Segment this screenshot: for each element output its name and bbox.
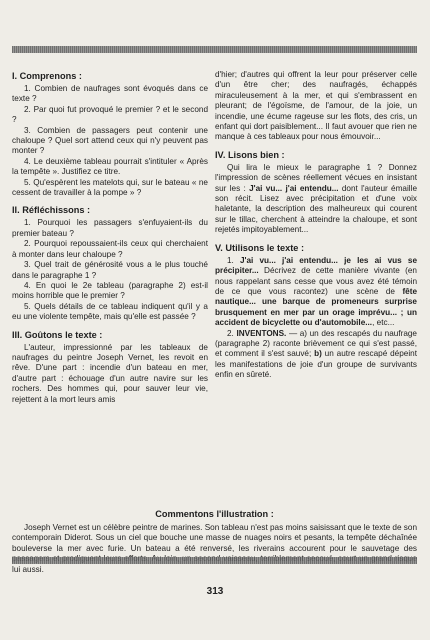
heading-comprenons: I. Comprenons : xyxy=(12,71,82,81)
section-lisons xyxy=(215,149,417,236)
heading-illustration: Commentons l'illustration : xyxy=(155,509,274,519)
item1-number: 1. xyxy=(227,255,240,265)
heading-lisons: IV. Lisons bien : xyxy=(215,149,285,160)
utilisons-item-1 xyxy=(215,256,417,329)
goutons-text-continued: d'hier; d'autres qui offrent la leur pour préserver celle d'un être cher; des naufragés, échappés miraculeusement à la mer, et qui s'embrassent en pleurant; de l'égoïsme, de l'amour, de la joie, un incendie, une écume rageuse sur les flots, des cris, un enfant qui dort paisiblement... Il faut avouer que rien ne manque à ces tableaux pour nous émouvoir... xyxy=(215,70,417,142)
heading-goutons: III. Goûtons le texte : xyxy=(12,329,103,340)
question: 5. Qu'espèrent les matelots qui, sur le bateau « ne cessent de travailler à la pompe » ? xyxy=(12,177,208,198)
lisons-text-before: Qui lira le mieux le paragraphe 1 ? Donnez l'impression de scènes réellement vécues en insistant sur les : xyxy=(215,162,417,193)
lisons-text-bold: J'ai vu... j'ai entendu... xyxy=(249,183,339,193)
question: 4. En quoi le 2e tableau (paragraphe 2) est-il moins horrible que le premier ? xyxy=(12,280,208,301)
question: 3. Combien de passagers peut contenir une chaloupe ? Quel sort attend ceux qui n'y peuvent pas monter ? xyxy=(12,125,208,156)
section-comprenons xyxy=(12,70,208,198)
item1-bold-2: fête nautique... une barque de promeneurs surprise brusquement en mer par un orage imprévu... ; un accident de bicyclette ou d'automobile... xyxy=(215,286,417,328)
item1-end: , etc... xyxy=(372,318,395,328)
item2-b: un autre rescapé dépeint les manifestations de joie d'un groupe de survivants enfin en sûreté. xyxy=(215,349,417,380)
top-decorative-bar xyxy=(12,46,417,53)
bottom-decorative-bar xyxy=(12,557,417,564)
lisons-text-after: dont l'auteur émaille son récit. Lisez avec précipitation et d'une voix haletante, la description des malheureux qui courent sur le tillac, cherchent à atteindre la chaloupe, et sont rejetés impitoyablement... xyxy=(215,183,417,235)
item1-text: Décrivez de cette manière vivante (en nous rappelant sans cesse que vous avez été témoin de ce que vous racontez) une scène de xyxy=(215,266,417,296)
item2-number: 2. xyxy=(227,328,237,338)
lisons-text xyxy=(215,163,417,236)
utilisons-item-2 xyxy=(215,329,417,381)
question: 3. Quel trait de générosité vous a le plus touché dans le paragraphe 1 ? xyxy=(12,260,208,280)
item1-bold: J'ai vu... j'ai entendu... je les ai vus se précipiter... xyxy=(215,255,417,276)
right-column xyxy=(215,70,417,387)
heading-utilisons: V. Utilisons le texte : xyxy=(215,242,305,253)
question: 4. Le deuxième tableau pourrait s'intituler « Après la tempête ». Justifiez ce titre. xyxy=(12,156,208,177)
question: 2. Pourquoi repoussaient-ils ceux qui cherchaient à monter dans leur chaloupe ? xyxy=(12,239,208,259)
section-utilisons xyxy=(215,242,417,381)
page-number: 313 xyxy=(206,586,224,597)
section-reflechissons xyxy=(12,204,208,322)
left-column xyxy=(12,70,208,411)
question: 1. Pourquoi les passagers s'enfuyaient-ils du premier bateau ? xyxy=(12,218,208,238)
question: 1. Combien de naufrages sont évoqués dans ce texte ? xyxy=(12,84,208,104)
section-goutons xyxy=(12,329,208,405)
section-goutons-continued xyxy=(215,70,417,143)
item2-b-label: b) xyxy=(314,349,322,359)
heading-reflechissons: II. Réfléchissons : xyxy=(12,205,91,216)
section-illustration xyxy=(12,508,417,575)
item2-bold: INVENTONS. xyxy=(236,328,287,338)
question: 5. Quels détails de ce tableau indiquent qu'il y a eu une violente tempête, mais qu'elle est passée ? xyxy=(12,301,208,322)
question: 2. Par quoi fut provoqué le premier ? et le second ? xyxy=(12,104,208,125)
goutons-text: L'auteur, impressionné par les tableaux de naufrages du peintre Joseph Vernet, les revoit en rêve. D'une part : incendie d'un bateau en mer, d'autre part : échouage d'un autre navire sur les rochers. Des hommes qui, pour sauver leur vie, rejettent à la mort leurs amis xyxy=(12,342,208,404)
illustration-text: Joseph Vernet est un célèbre peintre de marines. Son tableau n'est pas moins saisissant que le texte de son contemporain Diderot. Sous un ciel que bouche une masse de nuages noirs et pesants, la tempête déchaînée bouleverse la mer avec furie. Un bateau a été renversé, les riverains accourent pour le sauvetage des lui aussi. xyxy=(12,523,417,574)
item2-a: — a) un des rescapés du naufrage (paragraphe 2) raconte brièvement ce qui s'est passé, et comment il s'est sauvé; xyxy=(215,328,417,359)
